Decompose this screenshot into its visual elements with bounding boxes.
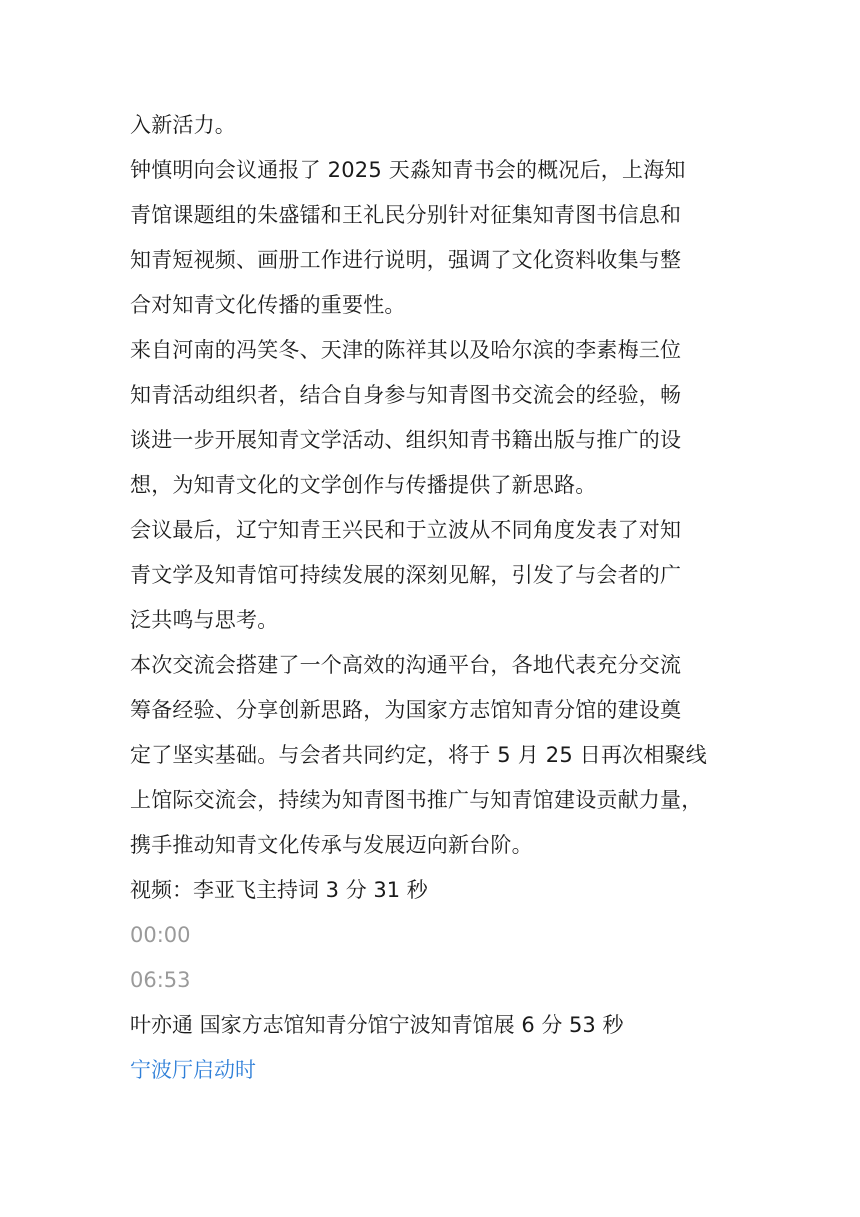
text-line: 想，为知青文化的文学创作与传播提供了新思路。 (130, 473, 597, 497)
video1-current-time: 00:00 (130, 923, 191, 947)
video2-caption: 叶亦通 国家方志馆知青分馆宁波知青馆展 6 分 53 秒 (130, 1013, 624, 1037)
text-line: 钟慎明向会议通报了 2025 天淼知青书会的概况后，上海知 (130, 158, 686, 182)
text-line: 本次交流会搭建了一个高效的沟通平台，各地代表充分交流 (130, 653, 682, 677)
paragraph-closing-remarks (130, 508, 735, 643)
paragraph-summary (130, 643, 735, 868)
paragraph-intro-tail (130, 103, 735, 148)
video1-caption: 视频：李亚飞主持词 3 分 31 秒 (130, 878, 428, 902)
text-line: 筹备经验、分享创新思路，为国家方志馆知青分馆的建设奠 (130, 698, 682, 722)
paragraph-briefing (130, 148, 735, 328)
text-line: 合对知青文化传播的重要性。 (130, 293, 406, 317)
text-line: 知青活动组织者，结合自身参与知青图书交流会的经验，畅 (130, 383, 682, 407)
text-line: 谈进一步开展知青文学活动、组织知青书籍出版与推广的设 (130, 428, 682, 452)
text-line: 上馆际交流会，持续为知青图书推广与知青馆建设贡献力量， (130, 788, 703, 812)
text-line: 携手推动知青文化传承与发展迈向新台阶。 (130, 833, 533, 857)
text-line: 入新活力。 (130, 113, 236, 137)
paragraph-organizers (130, 328, 735, 508)
video2-link-row (130, 1048, 735, 1093)
text-line: 来自河南的冯笑冬、天津的陈祥其以及哈尔滨的李素梅三位 (130, 338, 682, 362)
text-line: 定了坚实基础。与会者共同约定，将于 5 月 25 日再次相聚线 (130, 743, 707, 767)
text-line: 泛共鸣与思考。 (130, 608, 279, 632)
text-line: 会议最后，辽宁知青王兴民和于立波从不同角度发表了对知 (130, 518, 682, 542)
text-line: 青文学及知青馆可持续发展的深刻见解，引发了与会者的广 (130, 563, 682, 587)
text-line: 知青短视频、画册工作进行说明，强调了文化资料收集与整 (130, 248, 682, 272)
text-line: 青馆课题组的朱盛镭和王礼民分别针对征集知青图书信息和 (130, 203, 682, 227)
article-body (130, 103, 735, 1093)
video1-duration: 06:53 (130, 968, 191, 992)
video2-link[interactable]: 宁波厅启动时 (130, 1058, 256, 1082)
